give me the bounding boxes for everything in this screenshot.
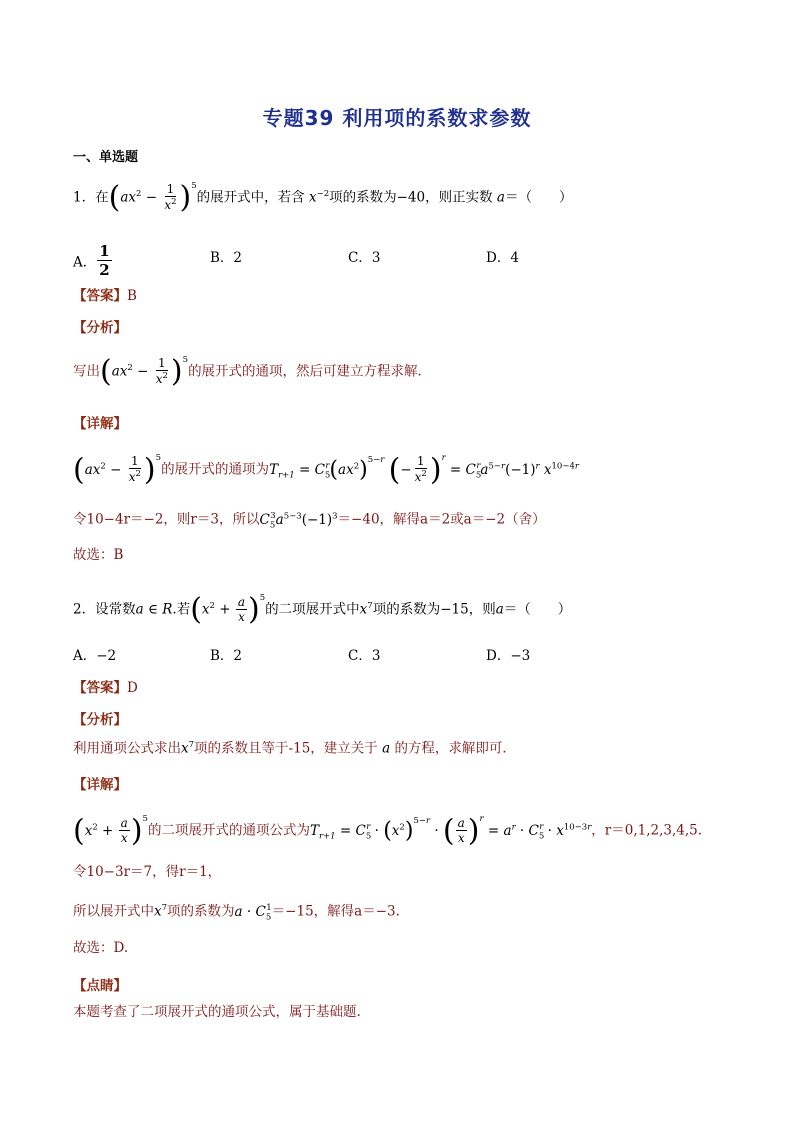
- q2-detail-tag: 【详解】: [73, 777, 127, 793]
- q1-option-b: B．2: [210, 250, 243, 266]
- q2-analysis-post: 的方程，求解即可．: [394, 740, 516, 757]
- q2-detail-line2: 令10−3r＝7，得r＝1，: [73, 864, 222, 880]
- q1-option-d: D．4: [486, 250, 519, 266]
- q2-conclusion: 故选：D.: [73, 940, 129, 956]
- q2-option-c: C．3: [348, 648, 381, 664]
- q2-detail-l3-mid: 项的系数为: [167, 903, 235, 920]
- section-heading: 一、单选题: [73, 150, 139, 165]
- answer-tag: 【答案】: [73, 680, 127, 696]
- q1-stem-mid2: 项的系数为−40，则正实数: [329, 189, 493, 206]
- q2-stem-mid3: 项的系数为−15，则: [372, 601, 496, 618]
- q1-analysis-tag: 【分析】: [73, 320, 127, 336]
- q1-answer: [73, 284, 137, 304]
- q2-analysis-tag: 【分析】: [73, 712, 127, 728]
- q1-detail-tag: 【详解】: [73, 416, 127, 432]
- page-title: 专题39 利用项的系数求参数: [262, 106, 532, 130]
- q1-analysis-pre: 写出: [73, 363, 100, 380]
- q1-stem: 1．在($ax^2$ − $\frac{1}{x^2}$ )$^5$的展开式中，若含 $x^{-2}$项的系数为−40，则正实数 a＝（ ）: [73, 180, 573, 215]
- q1-stem-mid: 的展开式中，若含: [196, 189, 305, 206]
- q2-comment-tag: 【点睛】: [73, 978, 127, 994]
- q2-detail-tail: ，r＝0,1,2,3,4,5.: [591, 822, 703, 839]
- q2-detail-mid: 的二项展开式的通项公式为: [147, 822, 310, 839]
- q1-analysis-post: 的展开式的通项，然后可建立方程求解.: [188, 363, 422, 380]
- q2-analysis: 利用通项公式求出$x^7$项的系数且等于-15，建立关于 a 的方程，求解即可．: [73, 740, 516, 757]
- q1-analysis: 写出($ax^2$ − $\frac{1}{x^2}$ )$^5$的展开式的通项，然后可建立方程求解.: [73, 354, 422, 389]
- q1-detail-mid: 的展开式的通项为: [161, 461, 270, 478]
- q1-option-a-label: A．: [73, 254, 97, 271]
- q2-option-a: A．−2: [73, 648, 117, 664]
- q1-conclusion: 故选：B: [73, 547, 124, 563]
- q2-stem: 2．设常数a ∈ R.若($x^2$ + $\frac{a}{x}$ )$^5$的二项展开式中$x^7$项的系数为−15，则a＝（ ）: [73, 592, 572, 627]
- q2-answer-value: D: [127, 680, 138, 696]
- q1-answer-value: B: [127, 288, 137, 304]
- q1-stem-end: ＝（ ）: [504, 189, 573, 206]
- q2-detail-l3-post: ＝−15，解得a＝−3.: [271, 903, 400, 920]
- q2-stem-mid2: 的二项展开式中: [265, 601, 360, 618]
- q2-option-b: B．2: [210, 648, 243, 664]
- q1-option-c: C．3: [348, 250, 381, 266]
- answer-tag: 【答案】: [73, 288, 127, 304]
- q2-detail-line1: ($x^2$ + $\frac{a}{x}$ )$^5$的二项展开式的通项公式为$T_{r+1} = C_5^r \cdot (x^2)^{5-r}$ · ( $\frac{a}{x}$ )$^r = a^r \cdot C_5^r \cdot x^{10-3r}$，r＝0,1,2,3,4,5.: [73, 813, 703, 848]
- q2-detail-line3: 所以展开式中$x^7$项的系数为$a \cdot C_5^1=-15$，解得a＝−3.: [73, 903, 400, 923]
- q1-number: 1．在: [73, 189, 109, 206]
- q1-option-a: A． $\frac{1}{2}$: [73, 242, 110, 279]
- q2-analysis-pre: 利用通项公式求出: [73, 740, 181, 757]
- q2-option-d: D．−3: [486, 648, 531, 664]
- q2-number: 2．设常数: [73, 601, 136, 618]
- q2-stem-mid: 若: [176, 601, 191, 618]
- q2-comment: 本题考查了二项展开式的通项公式，属于基础题.: [73, 1004, 361, 1020]
- q2-stem-end: ＝（ ）: [503, 601, 572, 618]
- q1-detail-l2-pre: 令10−4r＝−2，则r＝3，所以: [73, 511, 260, 528]
- q2-answer: [73, 676, 138, 696]
- q2-detail-l3-pre: 所以展开式中: [73, 903, 154, 920]
- q2-analysis-mid: 项的系数且等于-15，建立关于: [194, 740, 378, 757]
- q1-detail-line1: ($ax^2$ − $\frac{1}{x^2}$ )$^5$的展开式的通项为$T_{r+1} = C_5^r(ax^2)^{5-r}$ (− $\frac{1}{x^2}$ )$^r = C_5^ra^{5-r}(-1)^r$ $x^{10-4r}$: [73, 452, 579, 487]
- q1-detail-l2-post: ＝−40，解得a＝2或a＝−2（舍）: [337, 511, 546, 528]
- q1-detail-line2: 令10−4r＝−2，则r＝3，所以$C_5^3a^{5-3}(-1)^3=-40$，解得a＝2或a＝−2（舍）: [73, 511, 546, 531]
